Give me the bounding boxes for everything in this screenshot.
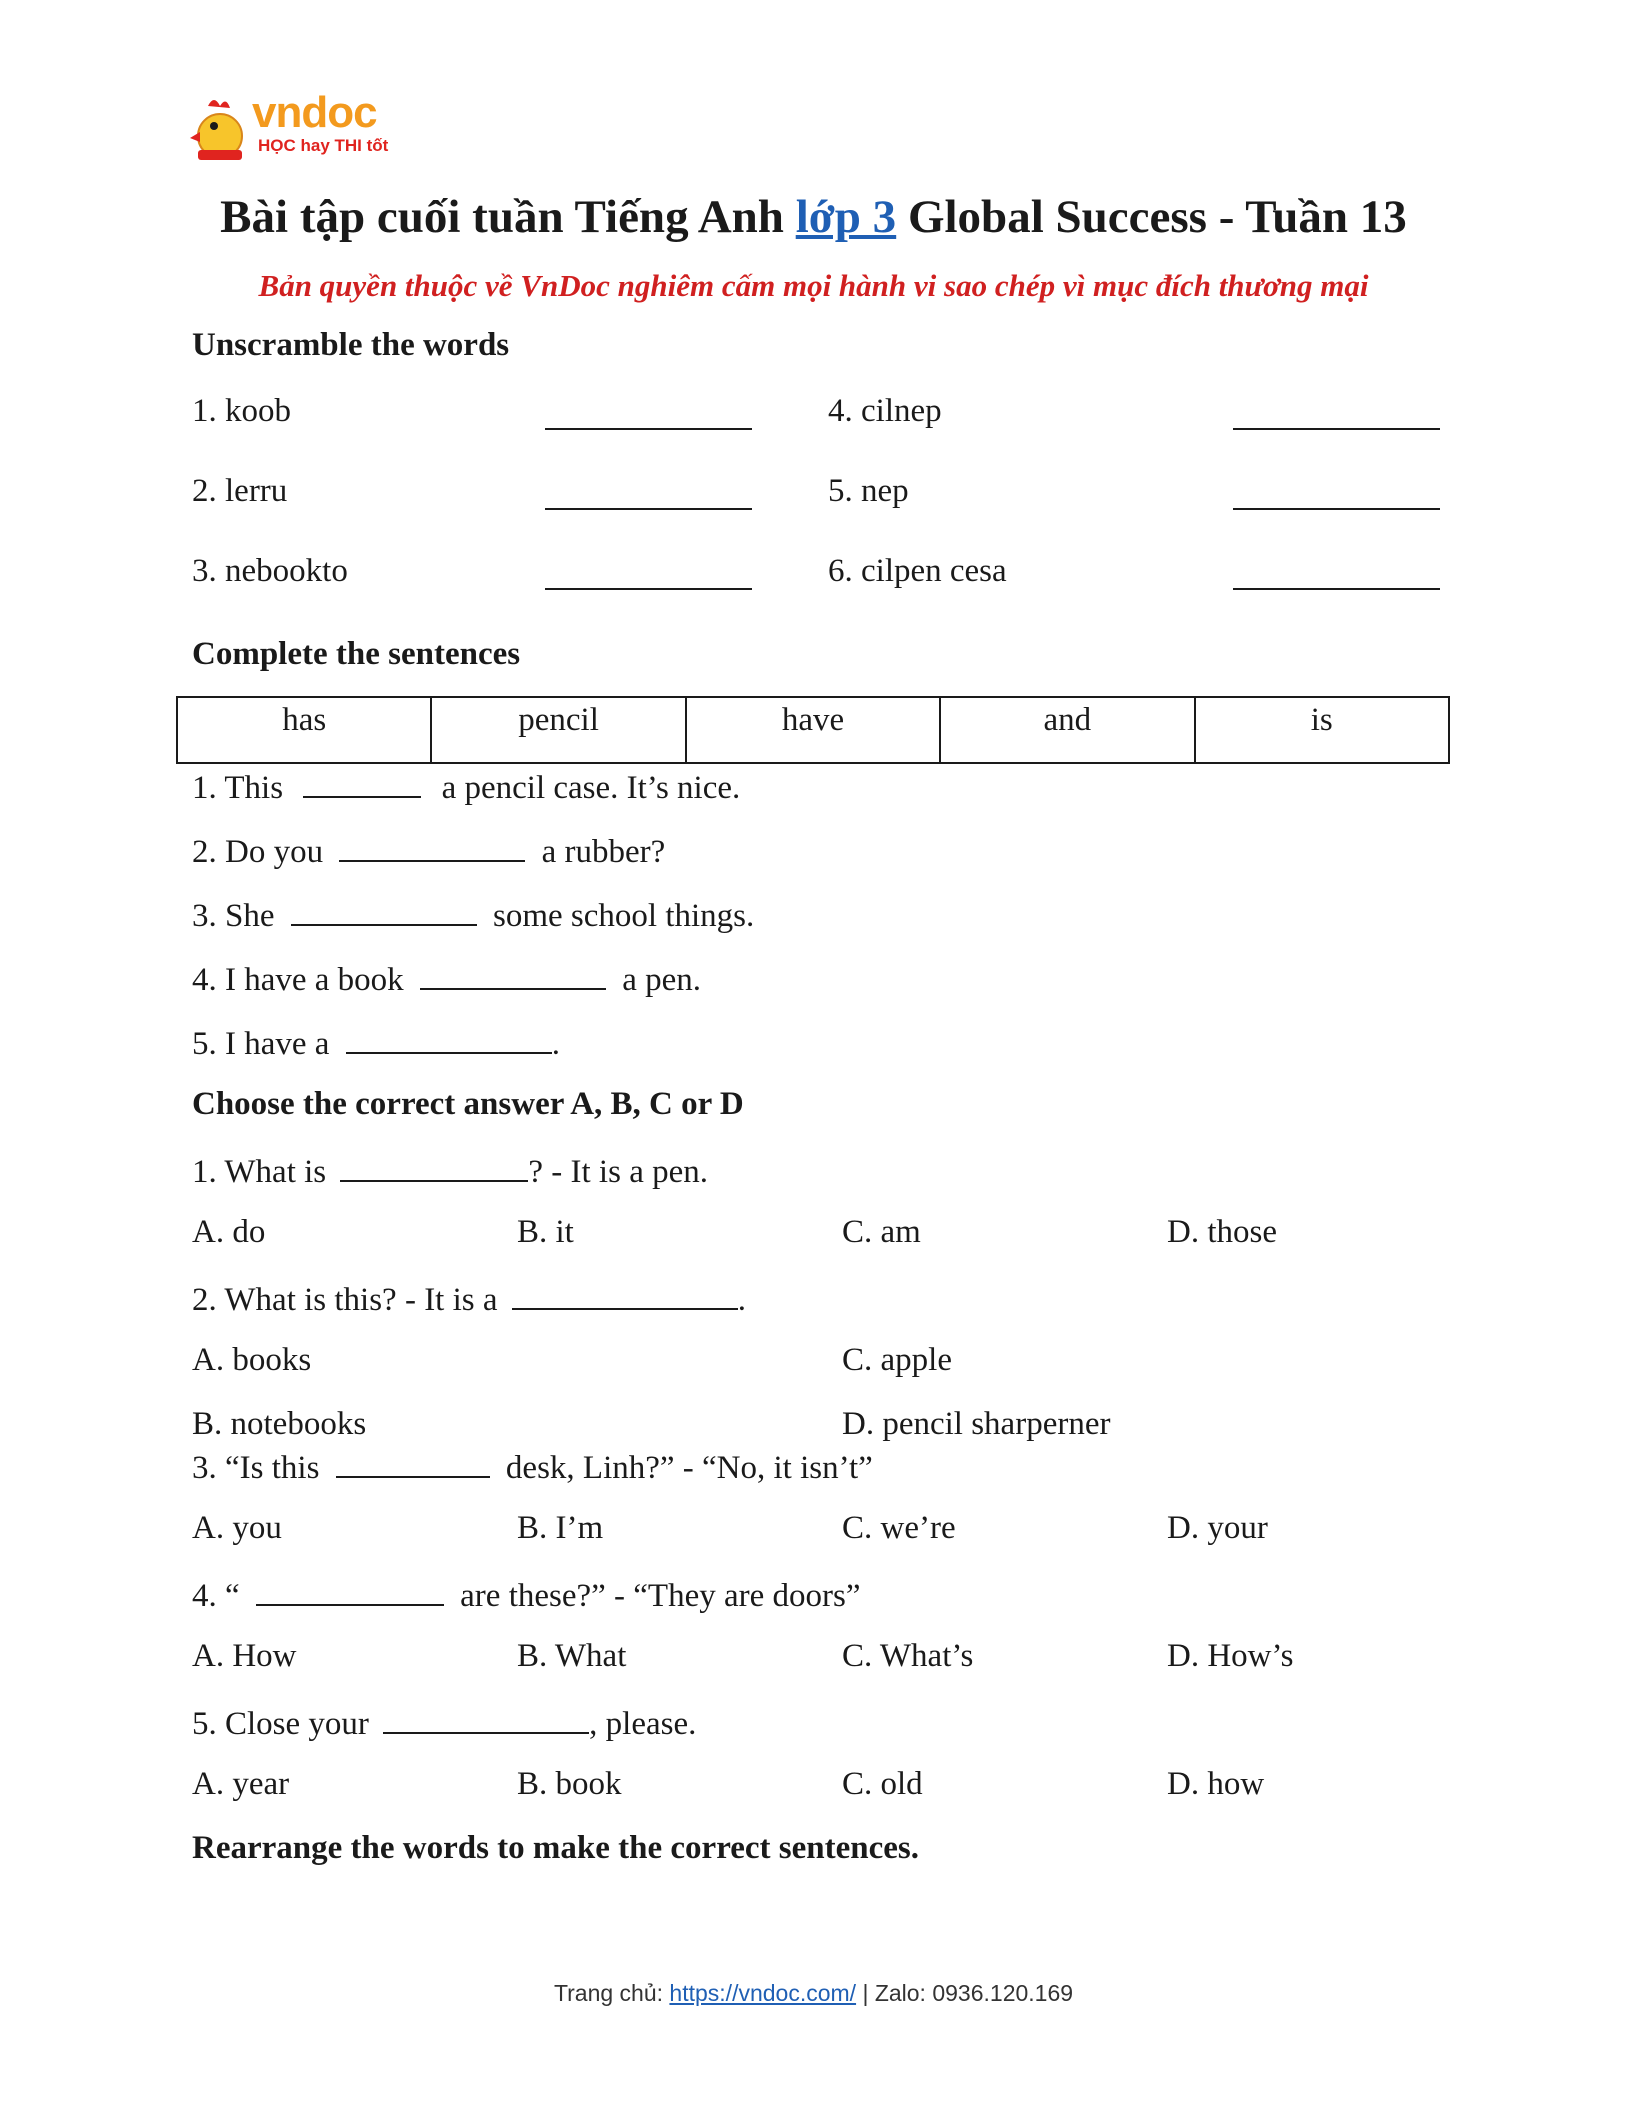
copyright-notice: Bản quyền thuộc về VnDoc nghiêm cấm mọi hành vi sao chép vì mục đích thương mại <box>258 268 1369 303</box>
grade-link[interactable]: lớp 3 <box>795 191 897 243</box>
title-prefix: Bài tập cuối tuần Tiếng Anh <box>220 191 796 243</box>
sentence-end: a rubber? <box>541 834 666 870</box>
answer-blank[interactable] <box>545 588 752 590</box>
sentence-row <box>192 766 740 807</box>
option-b[interactable]: B. What <box>517 1638 627 1674</box>
answer-blank[interactable] <box>339 830 525 862</box>
sentence-start: 2. Do you <box>192 834 324 870</box>
sentence-end: . <box>551 1026 560 1062</box>
option-a[interactable]: A. do <box>192 1214 266 1250</box>
vndoc-logo[interactable] <box>190 88 410 164</box>
footer-label: Trang chủ: <box>553 1980 670 2006</box>
word-bank-cell: has <box>177 697 431 763</box>
question-start: 1. What is <box>192 1154 327 1190</box>
unscramble-item: 4. cilnep <box>828 393 942 429</box>
sentence-row <box>192 830 665 871</box>
sentence-row <box>192 958 701 999</box>
question-start: 3. “Is this <box>192 1450 320 1486</box>
page-footer <box>0 1980 1627 2007</box>
option-b[interactable]: B. book <box>517 1766 622 1802</box>
sentence-row <box>192 894 754 935</box>
answer-blank[interactable] <box>336 1446 490 1478</box>
option-d[interactable]: D. those <box>1167 1214 1277 1250</box>
question-start: 2. What is this? - It is a <box>192 1282 498 1318</box>
section-heading-choose: Choose the correct answer A, B, C or D <box>192 1086 744 1122</box>
answer-blank[interactable] <box>545 508 752 510</box>
question-end: , please. <box>589 1706 697 1742</box>
question-5 <box>192 1702 696 1743</box>
option-d[interactable]: D. how <box>1167 1766 1265 1802</box>
sentence-start: 1. This <box>192 770 284 806</box>
option-c[interactable]: C. What’s <box>842 1638 974 1674</box>
option-b[interactable]: B. notebooks <box>192 1406 367 1442</box>
option-d[interactable]: D. pencil sharperner <box>842 1406 1111 1442</box>
option-c[interactable]: C. we’re <box>842 1510 956 1546</box>
unscramble-item: 6. cilpen cesa <box>828 553 1007 589</box>
option-a[interactable]: A. books <box>192 1342 312 1378</box>
answer-blank[interactable] <box>383 1702 589 1734</box>
section-heading-unscramble: Unscramble the words <box>192 327 510 363</box>
unscramble-item: 2. lerru <box>192 473 288 509</box>
answer-blank[interactable] <box>303 766 421 798</box>
option-c[interactable]: C. old <box>842 1766 923 1802</box>
page-title <box>0 190 1627 244</box>
sentence-start: 4. I have a book <box>192 962 404 998</box>
chick-mascot-icon <box>190 92 250 164</box>
option-a[interactable]: A. year <box>192 1766 290 1802</box>
answer-blank[interactable] <box>420 958 606 990</box>
section-heading-complete: Complete the sentences <box>192 636 521 672</box>
option-b[interactable]: B. it <box>517 1214 574 1250</box>
question-1 <box>192 1150 708 1191</box>
answer-blank[interactable] <box>291 894 477 926</box>
sentence-start: 5. I have a <box>192 1026 330 1062</box>
option-b[interactable]: B. I’m <box>517 1510 604 1546</box>
question-start: 5. Close your <box>192 1706 369 1742</box>
word-bank-cell: have <box>686 697 940 763</box>
option-d[interactable]: D. your <box>1167 1510 1268 1546</box>
footer-contact: | Zalo: 0936.120.169 <box>856 1980 1074 2006</box>
sentence-row <box>192 1022 560 1063</box>
answer-blank[interactable] <box>340 1150 528 1182</box>
question-end: are these?” - “They are doors” <box>460 1578 861 1614</box>
question-3 <box>192 1446 873 1487</box>
answer-blank[interactable] <box>1233 588 1440 590</box>
unscramble-item: 3. nebookto <box>192 553 348 589</box>
sentence-end: a pen. <box>622 962 701 998</box>
option-a[interactable]: A. you <box>192 1510 282 1546</box>
answer-blank[interactable] <box>545 428 752 430</box>
question-end: desk, Linh?” - “No, it isn’t” <box>505 1450 873 1486</box>
question-4 <box>192 1574 861 1615</box>
question-start: 4. “ <box>192 1578 240 1614</box>
word-bank-cell: and <box>940 697 1194 763</box>
section-heading-rearrange: Rearrange the words to make the correct sentences. <box>192 1830 919 1866</box>
word-bank-table <box>176 696 1450 764</box>
sentence-end: some school things. <box>493 898 755 934</box>
sentence-start: 3. She <box>192 898 275 934</box>
title-suffix: Global Success - Tuần 13 <box>896 191 1407 243</box>
question-2 <box>192 1278 746 1319</box>
answer-blank[interactable] <box>346 1022 552 1054</box>
answer-blank[interactable] <box>512 1278 738 1310</box>
sentence-end: a pencil case. It’s nice. <box>441 770 741 806</box>
answer-blank[interactable] <box>256 1574 444 1606</box>
answer-blank[interactable] <box>1233 428 1440 430</box>
logo-brand: vndoc <box>252 88 377 137</box>
logo-tagline: HỌC hay THI tốt <box>258 136 389 155</box>
word-bank-cell: is <box>1195 697 1449 763</box>
question-end: ? - It is a pen. <box>528 1154 708 1190</box>
option-a[interactable]: A. How <box>192 1638 297 1674</box>
option-c[interactable]: C. am <box>842 1214 921 1250</box>
unscramble-item: 1. koob <box>192 393 291 429</box>
unscramble-item: 5. nep <box>828 473 909 509</box>
footer-homepage-link[interactable]: https://vndoc.com/ <box>669 1980 857 2006</box>
option-d[interactable]: D. How’s <box>1167 1638 1294 1674</box>
word-bank-cell: pencil <box>431 697 685 763</box>
option-c[interactable]: C. apple <box>842 1342 952 1378</box>
answer-blank[interactable] <box>1233 508 1440 510</box>
question-end: . <box>737 1282 747 1318</box>
